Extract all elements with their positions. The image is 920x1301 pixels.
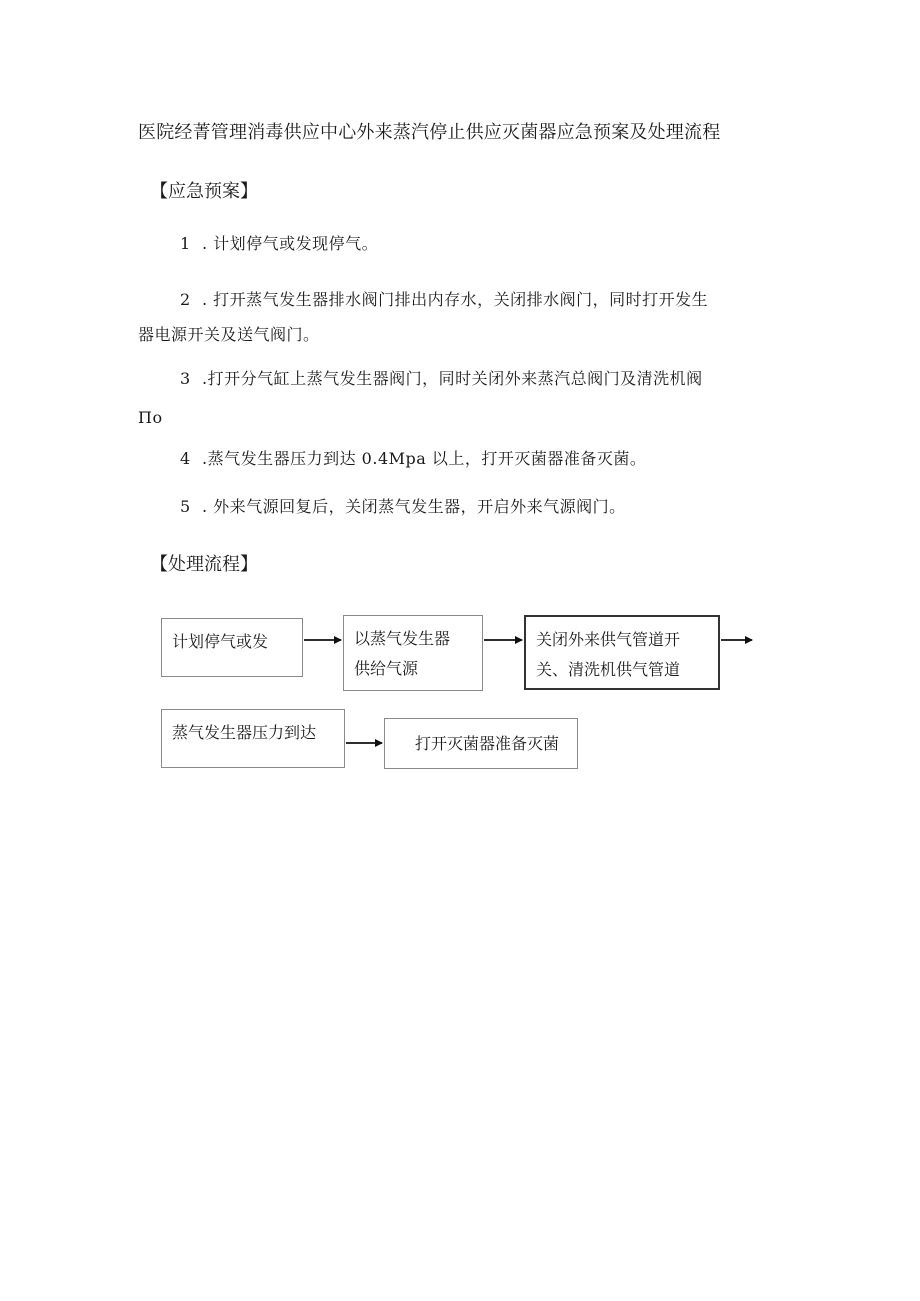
plan-item-3-text: .打开分气缸上蒸气发生器阀门，同时关闭外来蒸汽总阀门及清洗机阀 [202, 369, 703, 388]
flow-step-2-line1: 以蒸气发生器 [354, 629, 451, 648]
flow-step-2-line2: 供给气源 [354, 659, 419, 678]
plan-item-2-continuation: 器电源开关及送气阀门。 [138, 325, 320, 344]
flow-step-1-line1: 计划停气或发 [172, 632, 269, 651]
plan-item-2-number: 2 [180, 290, 191, 309]
plan-item-2-text: . 打开蒸气发生器排水阀门排出内存水，关闭排水阀门，同时打开发生 [202, 290, 709, 309]
plan-item-1-text: . 计划停气或发现停气。 [202, 234, 379, 253]
plan-item-3-number: 3 [180, 369, 191, 388]
document-title: 医院经菁管理消毒供应中心外来蒸汽停止供应灭菌器应急预案及处理流程 [138, 122, 721, 143]
plan-item-4-number: 4 [180, 449, 191, 468]
flow-step-5-line1: 打开灭菌器准备灭菌 [415, 734, 560, 753]
flow-step-3-line1: 关闭外来供气管道开 [536, 630, 681, 649]
flow-step-3-line2: 关、清洗机供气管道 [536, 660, 681, 679]
flow-heading: 【处理流程】 [150, 554, 258, 575]
plan-item-3-continuation: Πo [138, 408, 163, 427]
plan-item-4-text: .蒸气发生器压力到达 0.4Mpa 以上，打开灭菌器准备灭菌。 [202, 449, 647, 468]
plan-item-1-number: 1 [180, 234, 191, 253]
plan-heading: 【应急预案】 [150, 181, 258, 202]
plan-item-5-number: 5 [180, 497, 191, 516]
flow-step-4-line1: 蒸气发生器压力到达 [172, 723, 317, 742]
plan-item-5-text: . 外来气源回复后，关闭蒸气发生器，开启外来气源阀门。 [202, 497, 626, 516]
